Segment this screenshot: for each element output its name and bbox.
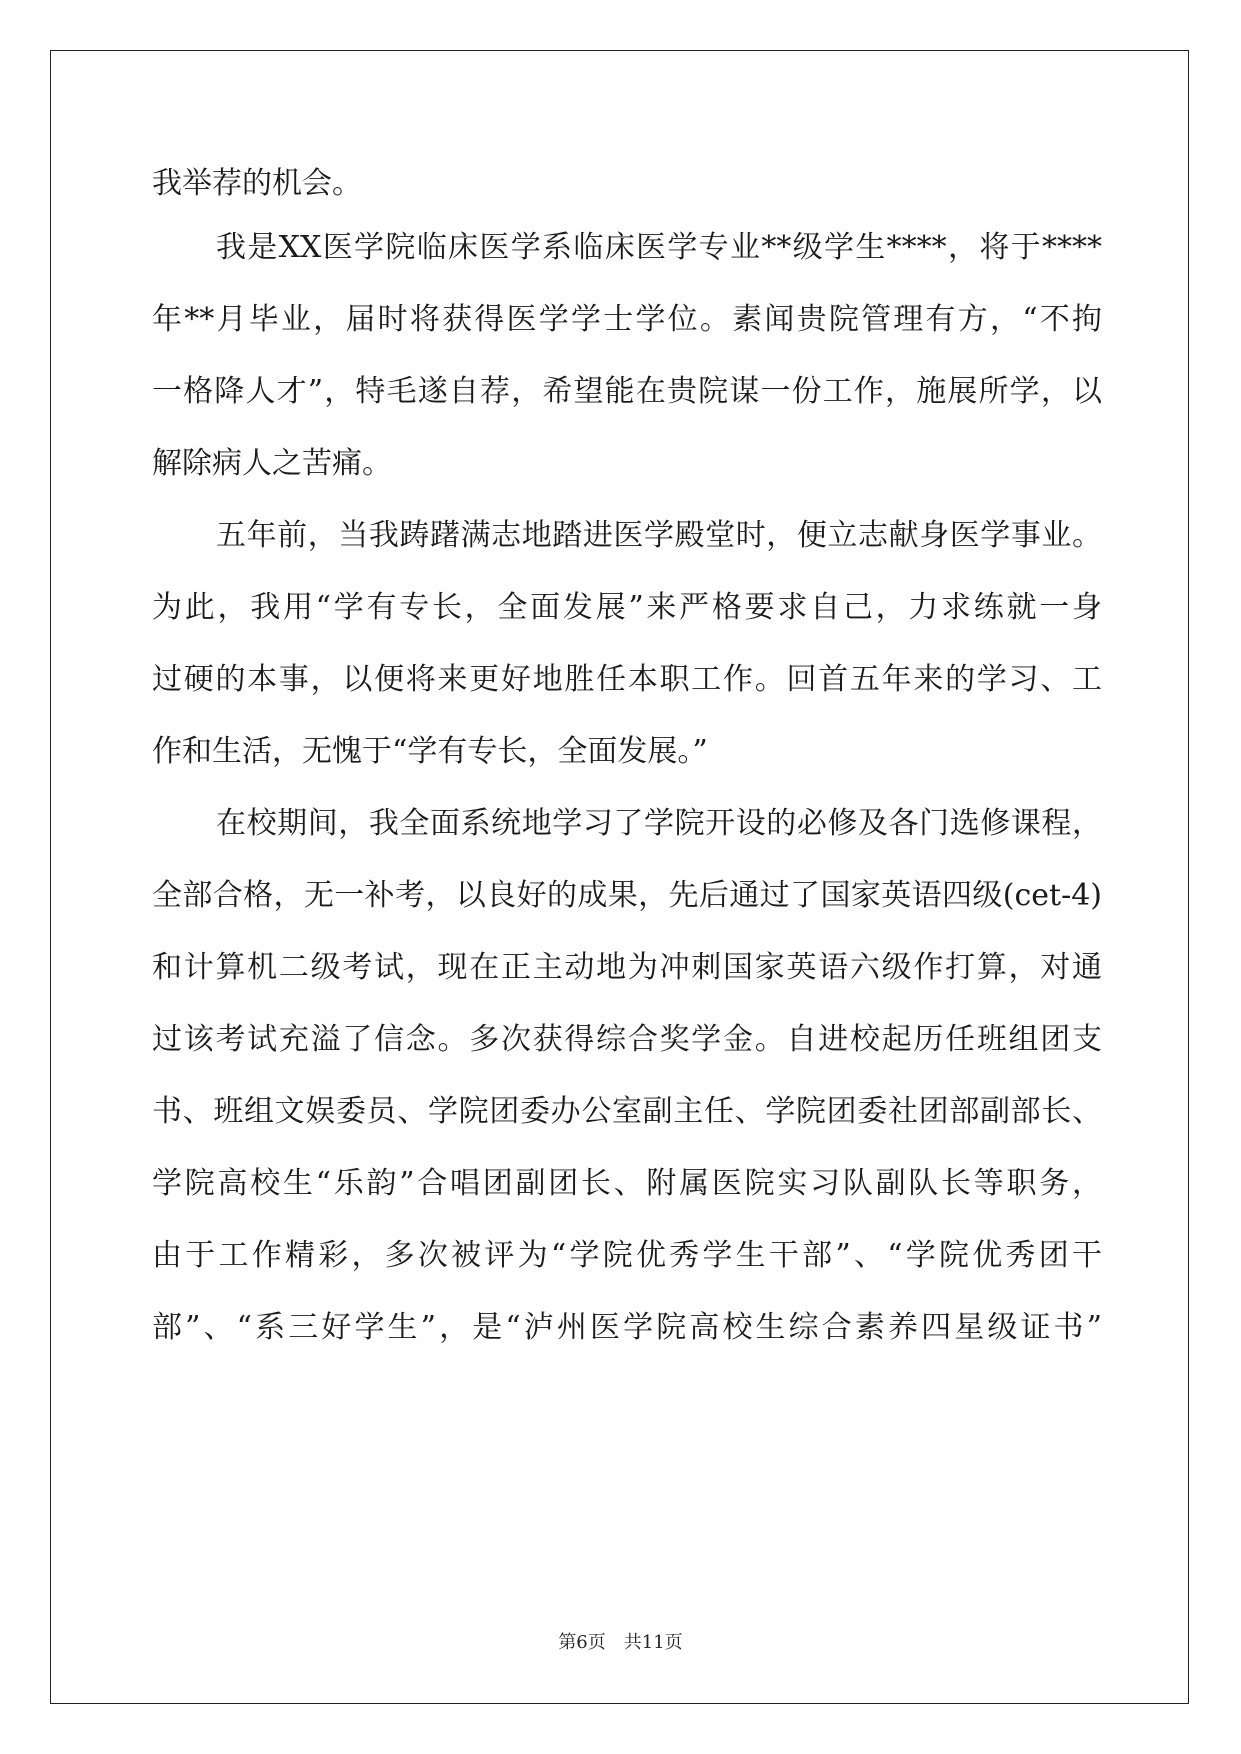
text-line: 学院高校生“乐韵”合唱团副团长、附属医院实习队副队长等职务，	[152, 1166, 1102, 1201]
text-line: 五年前，当我踌躇满志地踏进医学殿堂时，便立志献身医学事业。	[216, 518, 1102, 553]
text-line: 解除病人之苦痛。	[152, 446, 392, 481]
text-line: 由于工作精彩，多次被评为“学院优秀学生干部”、“学院优秀团干	[152, 1238, 1102, 1273]
text-line: 和计算机二级考试，现在正主动地为冲刺国家英语六级作打算，对通	[152, 950, 1102, 985]
text-line: 过该考试充溢了信念。多次获得综合奖学金。自进校起历任班组团支	[152, 1022, 1102, 1057]
page-total: 共11页	[623, 1632, 683, 1653]
text-line: 一格降人才”，特毛遂自荐，希望能在贵院谋一份工作，施展所学，以	[152, 374, 1102, 409]
text-line: 部”、“系三好学生”，是“泸州医学院高校生综合素养四星级证书”	[152, 1310, 1102, 1345]
page-number: 第6页	[558, 1632, 606, 1653]
page-footer	[0, 1628, 1241, 1654]
text-line: 我举荐的机会。	[152, 166, 362, 201]
text-line: 过硬的本事，以便将来更好地胜任本职工作。回首五年来的学习、工	[152, 662, 1102, 697]
text-line: 我是XX医学院临床医学系临床医学专业**级学生****，将于****	[216, 230, 1102, 265]
text-line: 为此，我用“学有专长，全面发展”来严格要求自己，力求练就一身	[152, 590, 1102, 625]
text-line: 书、班组文娱委员、学院团委办公室副主任、学院团委社团部副部长、	[152, 1094, 1102, 1129]
text-line: 全部合格，无一补考，以良好的成果，先后通过了国家英语四级(cet-4)	[152, 878, 1102, 913]
text-line: 在校期间，我全面系统地学习了学院开设的必修及各门选修课程，	[216, 806, 1102, 841]
text-line: 作和生活，无愧于“学有专长，全面发展。”	[152, 734, 708, 769]
text-line: 年**月毕业，届时将获得医学学士学位。素闻贵院管理有方，“不拘	[152, 302, 1102, 337]
